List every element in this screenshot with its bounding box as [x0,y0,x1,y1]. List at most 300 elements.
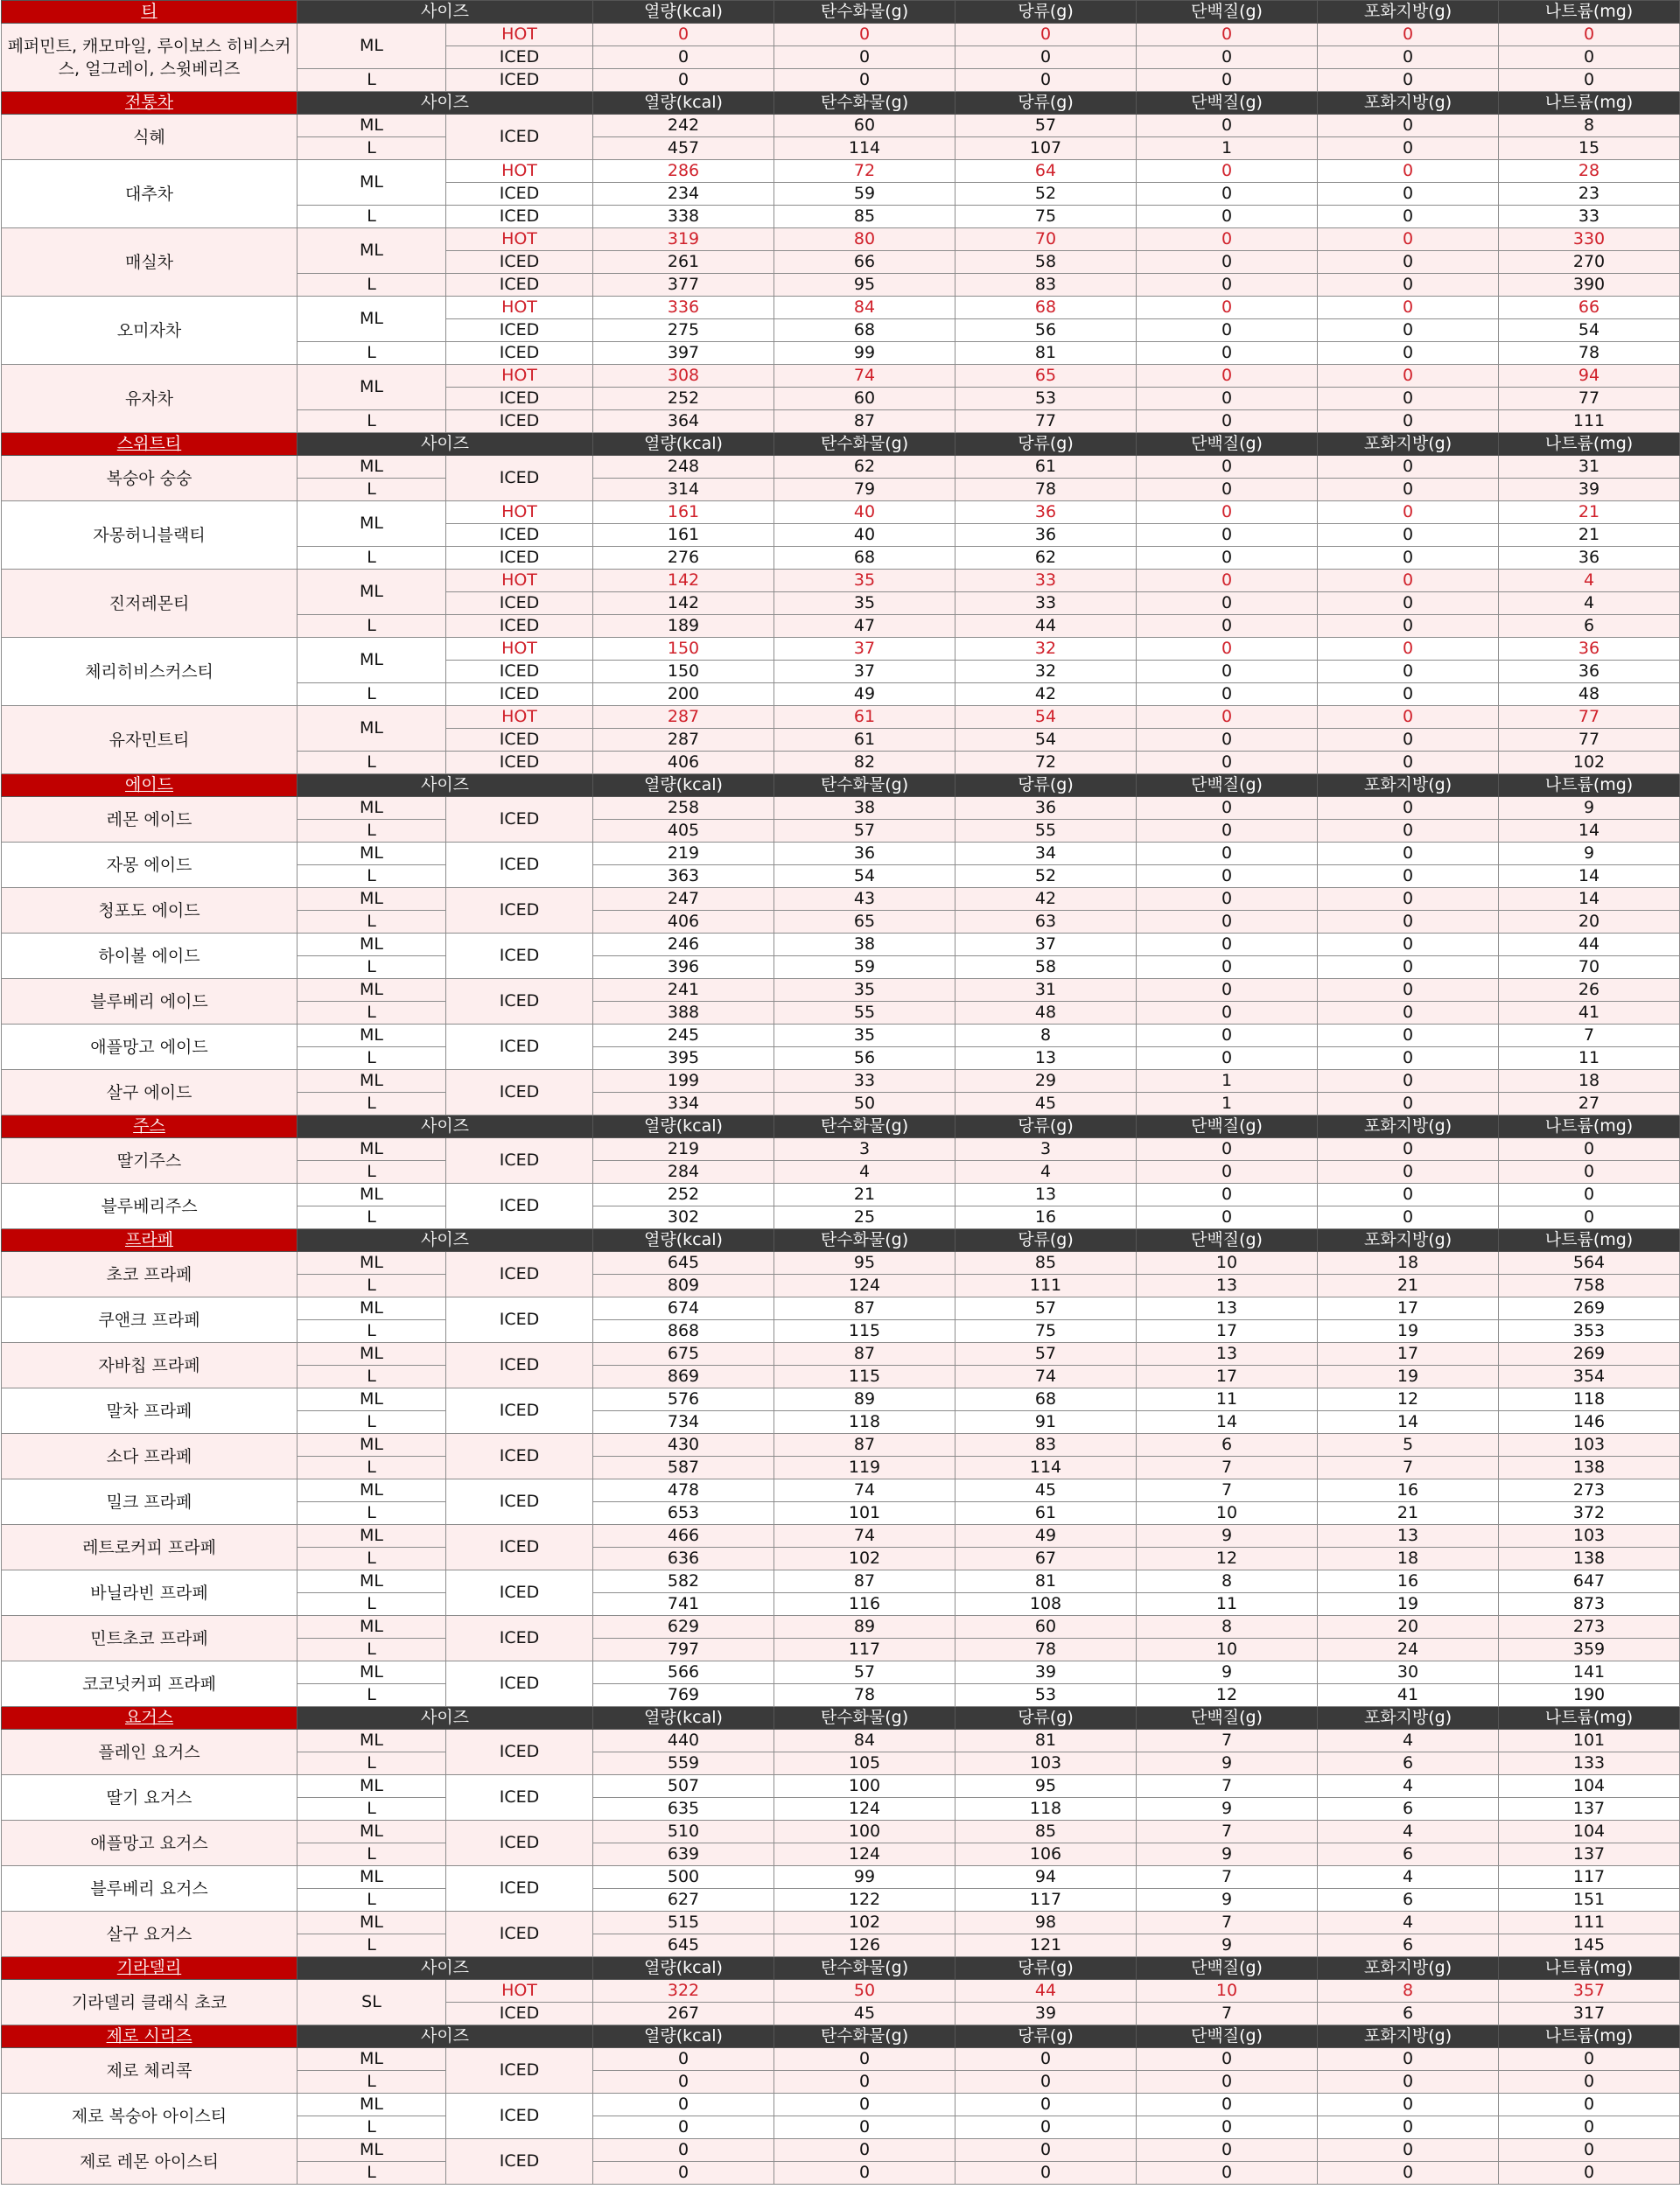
product-row [2,2094,1680,2116]
value-cell: 45 [956,1479,1137,1502]
value-cell: 57 [956,1343,1137,1366]
value-cell: 81 [956,342,1137,365]
value-cell: 0 [1499,2094,1680,2116]
value-cell: 758 [1499,1275,1680,1297]
value-cell: 89 [774,1388,956,1411]
value-cell: 0 [1318,1184,1499,1206]
value-cell: 78 [774,1684,956,1707]
size-cell: ML [298,1252,446,1275]
value-cell: 26 [1499,979,1680,1002]
column-header: 나트륨(mg) [1499,2025,1680,2048]
column-header: 포화지방(g) [1318,92,1499,115]
column-header: 단백질(g) [1137,1707,1318,1730]
value-cell: 0 [1499,2116,1680,2139]
value-cell: 9 [1137,1525,1318,1548]
value-cell: 0 [1137,843,1318,865]
size-cell: L [298,1047,446,1070]
value-cell: 0 [1318,1025,1499,1047]
value-cell: 357 [1499,1980,1680,2003]
value-cell: 0 [1318,683,1499,706]
value-cell: 4 [1318,1866,1499,1889]
temperature-cell: ICED [446,888,593,934]
value-cell: 0 [1137,865,1318,888]
product-name: 애플망고 요거스 [2,1821,298,1866]
value-cell: 78 [956,479,1137,501]
category-tab[interactable]: 요거스 [2,1707,298,1730]
value-cell: 59 [774,956,956,979]
value-cell: 117 [774,1639,956,1661]
value-cell: 0 [1137,206,1318,228]
size-cell: ML [298,1434,446,1457]
column-header: 포화지방(g) [1318,1229,1499,1252]
value-cell: 124 [774,1275,956,1297]
value-cell: 38 [774,934,956,956]
product-row [2,1912,1680,1934]
product-row [2,1025,1680,1047]
value-cell: 9 [1499,797,1680,820]
temperature-cell: ICED [446,1616,593,1661]
product-name: 자몽허니블랙티 [2,501,298,570]
value-cell: 0 [1318,115,1499,137]
value-cell: 377 [593,274,774,297]
value-cell: 54 [956,729,1137,752]
temperature-cell: ICED [446,979,593,1025]
product-row [2,1661,1680,1684]
size-cell: L [298,1639,446,1661]
temperature-cell: ICED [446,1525,593,1570]
product-name: 블루베리 요거스 [2,1866,298,1912]
column-header: 열량(kcal) [593,92,774,115]
value-cell: 0 [593,24,774,46]
value-cell: 0 [1318,1138,1499,1161]
value-cell: 0 [1318,1093,1499,1115]
value-cell: 17 [1137,1366,1318,1388]
value-cell: 13 [1318,1525,1499,1548]
temperature-cell: ICED [446,1388,593,1434]
size-cell: L [298,683,446,706]
size-header: 사이즈 [298,1115,593,1138]
value-cell: 25 [774,1206,956,1229]
value-cell: 245 [593,1025,774,1047]
temperature-cell: ICED [446,46,593,69]
value-cell: 36 [1499,547,1680,570]
value-cell: 0 [1318,865,1499,888]
value-cell: 0 [593,2071,774,2094]
size-cell: L [298,274,446,297]
value-cell: 52 [956,183,1137,206]
temperature-cell: ICED [446,683,593,706]
value-cell: 77 [1499,706,1680,729]
value-cell: 42 [956,888,1137,911]
value-cell: 33 [774,1070,956,1093]
temperature-cell: ICED [446,1570,593,1616]
value-cell: 1 [1137,1070,1318,1093]
product-row [2,1479,1680,1502]
value-cell: 19 [1318,1593,1499,1616]
value-cell: 0 [1318,911,1499,934]
product-name: 블루베리 에이드 [2,979,298,1025]
value-cell: 65 [774,911,956,934]
value-cell: 0 [1318,274,1499,297]
temperature-cell: ICED [446,1866,593,1912]
value-cell: 54 [1499,319,1680,342]
value-cell: 7 [1137,1730,1318,1752]
column-header: 단백질(g) [1137,1957,1318,1980]
value-cell: 138 [1499,1457,1680,1479]
temperature-cell: ICED [446,615,593,638]
value-cell: 200 [593,683,774,706]
value-cell: 674 [593,1297,774,1320]
value-cell: 21 [1318,1275,1499,1297]
value-cell: 14 [1499,820,1680,843]
value-cell: 117 [956,1889,1137,1912]
value-cell: 37 [774,638,956,661]
product-row [2,160,1680,183]
product-row [2,1252,1680,1275]
value-cell: 9 [1137,1889,1318,1912]
product-row [2,365,1680,388]
value-cell: 0 [1318,888,1499,911]
column-header: 포화지방(g) [1318,1707,1499,1730]
product-name: 복숭아 숭숭 [2,456,298,501]
value-cell: 252 [593,1184,774,1206]
value-cell: 101 [774,1502,956,1525]
temperature-cell: ICED [446,592,593,615]
value-cell: 116 [774,1593,956,1616]
product-name: 코코넛커피 프라페 [2,1661,298,1707]
value-cell: 3 [956,1138,1137,1161]
value-cell: 40 [774,501,956,524]
temperature-cell: ICED [446,183,593,206]
product-name: 블루베리주스 [2,1184,298,1229]
temperature-cell: HOT [446,706,593,729]
value-cell: 99 [774,342,956,365]
value-cell: 0 [1318,638,1499,661]
value-cell: 363 [593,865,774,888]
value-cell: 0 [1137,115,1318,137]
value-cell: 7 [1137,1775,1318,1798]
value-cell: 0 [1137,69,1318,92]
value-cell: 0 [593,2116,774,2139]
value-cell: 83 [956,274,1137,297]
size-cell: L [298,956,446,979]
value-cell: 0 [1137,547,1318,570]
temperature-cell: ICED [446,752,593,774]
value-cell: 52 [956,865,1137,888]
value-cell: 0 [956,2116,1137,2139]
size-cell: ML [298,2139,446,2162]
size-cell: ML [298,1070,446,1093]
value-cell: 0 [774,2116,956,2139]
value-cell: 0 [1318,24,1499,46]
value-cell: 7 [1137,1479,1318,1502]
column-header: 나트륨(mg) [1499,433,1680,456]
column-header: 열량(kcal) [593,774,774,797]
size-cell: ML [298,570,446,615]
product-name: 오미자차 [2,297,298,365]
value-cell: 0 [956,46,1137,69]
value-cell: 0 [1318,501,1499,524]
value-cell: 126 [774,1934,956,1957]
value-cell: 675 [593,1343,774,1366]
value-cell: 36 [1499,638,1680,661]
value-cell: 10 [1137,1980,1318,2003]
value-cell: 41 [1318,1684,1499,1707]
value-cell: 161 [593,501,774,524]
column-header: 열량(kcal) [593,1957,774,1980]
category-tab[interactable]: 티 [2,1,298,24]
product-row [2,115,1680,137]
product-row [2,1980,1680,2003]
value-cell: 0 [1318,160,1499,183]
value-cell: 0 [593,2139,774,2162]
value-cell: 0 [774,2094,956,2116]
category-header-row [2,433,1680,456]
value-cell: 0 [774,2139,956,2162]
category-header-row [2,774,1680,797]
value-cell: 0 [1137,479,1318,501]
product-name: 유자민트티 [2,706,298,774]
value-cell: 639 [593,1843,774,1866]
value-cell: 35 [774,592,956,615]
value-cell: 0 [1318,1206,1499,1229]
value-cell: 0 [1318,2071,1499,2094]
value-cell: 60 [774,115,956,137]
product-name: 제로 복숭아 아이스티 [2,2094,298,2139]
column-header: 열량(kcal) [593,2025,774,2048]
value-cell: 74 [956,1366,1137,1388]
product-row [2,1775,1680,1798]
value-cell: 40 [774,524,956,547]
category-tab[interactable]: 제로 시리즈 [2,2025,298,2048]
temperature-cell: ICED [446,342,593,365]
value-cell: 0 [1137,297,1318,319]
value-cell: 37 [774,661,956,683]
value-cell: 36 [956,524,1137,547]
value-cell: 35 [774,1025,956,1047]
category-tab[interactable]: 전통차 [2,92,298,115]
value-cell: 4 [1499,570,1680,592]
value-cell: 0 [1137,752,1318,774]
product-row [2,979,1680,1002]
value-cell: 68 [774,319,956,342]
value-cell: 275 [593,319,774,342]
value-cell: 18 [1318,1548,1499,1570]
value-cell: 87 [774,1434,956,1457]
value-cell: 103 [1499,1434,1680,1457]
value-cell: 0 [774,2162,956,2185]
value-cell: 0 [1318,388,1499,410]
value-cell: 13 [1137,1297,1318,1320]
value-cell: 0 [1318,137,1499,160]
value-cell: 0 [1137,1161,1318,1184]
size-cell: L [298,1889,446,1912]
temperature-cell: ICED [446,797,593,843]
value-cell: 63 [956,911,1137,934]
product-name: 하이볼 에이드 [2,934,298,979]
value-cell: 19 [1318,1320,1499,1343]
value-cell: 87 [774,410,956,433]
value-cell: 36 [956,501,1137,524]
value-cell: 478 [593,1479,774,1502]
column-header: 당류(g) [956,1707,1137,1730]
value-cell: 314 [593,479,774,501]
temperature-cell: ICED [446,1479,593,1525]
category-tab[interactable]: 프라페 [2,1229,298,1252]
category-tab[interactable]: 기라델리 [2,1957,298,1980]
value-cell: 286 [593,160,774,183]
value-cell: 36 [956,797,1137,820]
value-cell: 234 [593,183,774,206]
value-cell: 9 [1499,843,1680,865]
value-cell: 33 [956,592,1137,615]
value-cell: 0 [1318,479,1499,501]
value-cell: 3 [774,1138,956,1161]
column-header: 단백질(g) [1137,774,1318,797]
value-cell: 0 [1137,683,1318,706]
size-cell: L [298,1366,446,1388]
size-cell: ML [298,365,446,410]
value-cell: 81 [956,1570,1137,1593]
value-cell: 576 [593,1388,774,1411]
value-cell: 0 [1318,2116,1499,2139]
value-cell: 16 [1318,1570,1499,1593]
value-cell: 95 [774,274,956,297]
value-cell: 8 [1137,1570,1318,1593]
product-name: 기라델리 클래식 초코 [2,1980,298,2025]
size-cell: ML [298,706,446,752]
value-cell: 10 [1137,1252,1318,1275]
column-header: 나트륨(mg) [1499,1957,1680,1980]
value-cell: 0 [1499,2048,1680,2071]
category-tab[interactable]: 주스 [2,1115,298,1138]
value-cell: 7 [1137,1866,1318,1889]
value-cell: 0 [1318,206,1499,228]
value-cell: 56 [956,319,1137,342]
column-header: 단백질(g) [1137,92,1318,115]
size-cell: ML [298,456,446,479]
value-cell: 111 [1499,1912,1680,1934]
value-cell: 103 [956,1752,1137,1775]
value-cell: 0 [1137,570,1318,592]
value-cell: 77 [1499,729,1680,752]
value-cell: 31 [956,979,1137,1002]
value-cell: 7 [1499,1025,1680,1047]
value-cell: 0 [1137,979,1318,1002]
value-cell: 4 [956,1161,1137,1184]
value-cell: 6 [1318,1934,1499,1957]
value-cell: 18 [1318,1252,1499,1275]
value-cell: 44 [1499,934,1680,956]
value-cell: 102 [1499,752,1680,774]
column-header: 당류(g) [956,1,1137,24]
value-cell: 0 [1499,2162,1680,2185]
temperature-cell: ICED [446,1297,593,1343]
temperature-cell: ICED [446,1434,593,1479]
size-cell: L [298,69,446,92]
size-cell: ML [298,1866,446,1889]
value-cell: 70 [1499,956,1680,979]
value-cell: 372 [1499,1502,1680,1525]
value-cell: 11 [1137,1593,1318,1616]
product-name: 제로 체리콕 [2,2048,298,2094]
value-cell: 868 [593,1320,774,1343]
value-cell: 0 [1318,820,1499,843]
category-header-row [2,1229,1680,1252]
product-row [2,888,1680,911]
value-cell: 55 [774,1002,956,1025]
value-cell: 72 [956,752,1137,774]
value-cell: 0 [956,2048,1137,2071]
size-header: 사이즈 [298,2025,593,2048]
value-cell: 0 [1137,46,1318,69]
value-cell: 0 [593,2048,774,2071]
size-cell: L [298,1411,446,1434]
temperature-cell: ICED [446,69,593,92]
value-cell: 0 [1137,956,1318,979]
value-cell: 219 [593,843,774,865]
value-cell: 80 [774,228,956,251]
size-cell: SL [298,1980,446,2025]
value-cell: 7 [1318,1457,1499,1479]
value-cell: 0 [1318,2162,1499,2185]
product-row [2,2139,1680,2162]
value-cell: 9 [1137,1843,1318,1866]
size-cell: L [298,1593,446,1616]
category-tab[interactable]: 스위트티 [2,433,298,456]
size-cell: L [298,410,446,433]
size-header: 사이즈 [298,92,593,115]
value-cell: 6 [1318,1889,1499,1912]
size-cell: L [298,1320,446,1343]
value-cell: 118 [774,1411,956,1434]
product-name: 살구 요거스 [2,1912,298,1957]
value-cell: 137 [1499,1843,1680,1866]
value-cell: 4 [1499,592,1680,615]
value-cell: 0 [1137,2116,1318,2139]
column-header: 당류(g) [956,1957,1137,1980]
value-cell: 0 [1137,706,1318,729]
column-header: 포화지방(g) [1318,774,1499,797]
value-cell: 14 [1499,865,1680,888]
value-cell: 284 [593,1161,774,1184]
product-name: 살구 에이드 [2,1070,298,1115]
value-cell: 4 [774,1161,956,1184]
value-cell: 39 [1499,479,1680,501]
value-cell: 10 [1137,1639,1318,1661]
value-cell: 0 [1318,934,1499,956]
value-cell: 85 [956,1821,1137,1843]
product-name: 유자차 [2,365,298,433]
temperature-cell: ICED [446,319,593,342]
value-cell: 150 [593,661,774,683]
size-cell: L [298,752,446,774]
value-cell: 0 [1318,752,1499,774]
value-cell: 0 [1318,979,1499,1002]
category-tab[interactable]: 에이드 [2,774,298,797]
category-header-row [2,92,1680,115]
value-cell: 0 [1318,319,1499,342]
value-cell: 338 [593,206,774,228]
product-row [2,1434,1680,1457]
size-cell: L [298,1457,446,1479]
value-cell: 0 [1137,638,1318,661]
value-cell: 13 [1137,1343,1318,1366]
size-cell: L [298,1206,446,1229]
value-cell: 0 [1137,251,1318,274]
size-cell: L [298,1843,446,1866]
value-cell: 0 [1318,661,1499,683]
